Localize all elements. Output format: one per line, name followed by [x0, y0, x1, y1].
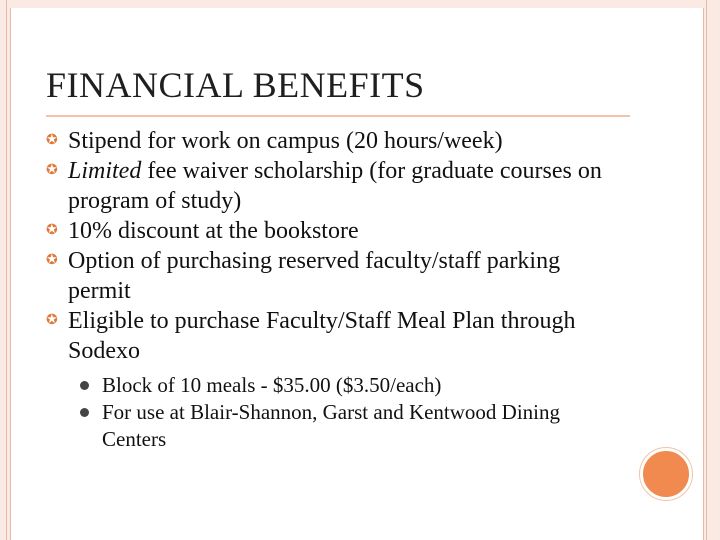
- bullet-bookstore: [46, 216, 626, 246]
- sub-bullet-meals: [76, 372, 626, 399]
- bullet-meal-plan: [46, 306, 626, 366]
- sub-bullet-text: Block of 10 meals - $35.00 ($3.50/each): [102, 373, 442, 397]
- sub-bullet-dot-icon: [80, 381, 89, 390]
- bullet-marker-icon: ✪: [46, 133, 58, 148]
- title-divider: [46, 115, 630, 117]
- sub-bullet-dot-icon: [80, 408, 89, 417]
- bullet-text: Option of purchasing reserved faculty/staff parking permit: [68, 248, 561, 304]
- right-border-line: [706, 0, 707, 540]
- sub-bullet-dining-centers: [76, 399, 626, 453]
- bullet-text: Eligible to purchase Faculty/Staff Meal Plan through Sodexo: [68, 308, 576, 364]
- bullet-marker-icon: ✪: [46, 223, 58, 238]
- bullet-marker-icon: ✪: [46, 253, 58, 268]
- decorative-orb-icon: [640, 448, 692, 500]
- sub-bullet-text: For use at Blair-Shannon, Garst and Kentwood Dining Centers: [102, 400, 561, 451]
- bullet-emphasis: Limited: [68, 158, 142, 184]
- slide-title: FINANCIAL BENEFITS: [46, 65, 425, 105]
- bullet-marker-icon: ✪: [46, 313, 58, 328]
- bullet-text: Stipend for work on campus (20 hours/week): [68, 128, 503, 154]
- sub-bullet-list: [76, 372, 626, 453]
- bullet-marker-icon: ✪: [46, 163, 58, 178]
- left-border-line: [6, 0, 7, 540]
- bullet-fee-waiver: [46, 156, 626, 216]
- bullet-list: [46, 126, 626, 453]
- bullet-text: 10% discount at the bookstore: [68, 218, 359, 244]
- bullet-parking: [46, 246, 626, 306]
- bullet-stipend: [46, 126, 626, 156]
- bullet-text: fee waiver scholarship (for graduate courses on program of study): [68, 158, 602, 214]
